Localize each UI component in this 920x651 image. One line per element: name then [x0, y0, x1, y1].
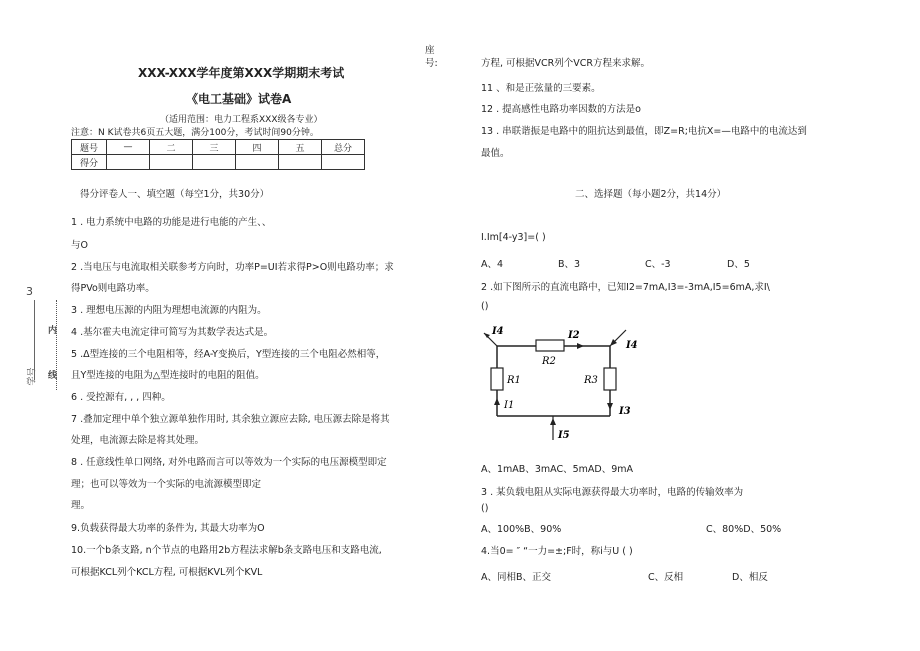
q10-line2: 可根据KCL列个KCL方程, 可根据KVL列个KVL	[71, 567, 263, 578]
table-cell: 五	[279, 140, 322, 155]
q8-line: 8 . 任意线性单口网络, 对外电路而言可以等效为一个实际的电压源模型即定	[71, 457, 387, 468]
margin-line-label: 线	[48, 371, 58, 381]
q3-line: 3 . 理想电压源的内阻为理想电流源的内阻为。	[71, 305, 267, 316]
table-cell: 得分	[72, 155, 107, 170]
table-cell: —	[107, 140, 150, 155]
mc-q3-paren: ()	[481, 503, 489, 514]
table-cell: 四	[236, 140, 279, 155]
margin-inner-label: 内	[48, 326, 58, 336]
label-r3: R3	[584, 375, 598, 386]
mc-q2-paren: ()	[481, 301, 489, 312]
q7-line: 7 .叠加定理中单个独立源单独作用时, 其余独立源应去除, 电压源去除是将其	[71, 414, 390, 425]
table-cell[interactable]	[322, 155, 365, 170]
label-i2: I2	[568, 330, 580, 341]
q5-line2: 且Y型连接的电阻为△型连接时的电阻的阻值。	[71, 370, 265, 381]
table-cell[interactable]	[236, 155, 279, 170]
label-i4: I4	[492, 326, 504, 337]
label-i5: I5	[558, 430, 570, 441]
mc-q1-option-c: C、-3	[645, 259, 671, 270]
mc-q3-option-ab: A、100%B、90%	[481, 524, 562, 535]
table-cell: 题号	[72, 140, 107, 155]
mc-q2-options: A、1mAB、3mAC、5mAD、9mA	[481, 464, 633, 475]
mc-q1-option-a: A、4	[481, 259, 504, 270]
mc-q3: 3 . 某负载电阻从实际电源获得最大功率时，电路的传输效率为	[481, 487, 744, 498]
circuit-diagram	[478, 318, 648, 444]
table-cell: 三	[193, 140, 236, 155]
q4-line: 4 .基尔霍夫电流定律可简写为其数学表达式是。	[71, 327, 274, 338]
q5-line: 5 .Δ型连接的三个电阻相等，经A-Y变换后，Y型连接的三个电阻必然相等，	[71, 349, 386, 360]
table-cell[interactable]	[150, 155, 193, 170]
margin-number: 3	[26, 285, 33, 298]
label-i4-right: I4	[626, 340, 638, 351]
q2-line2: 得PVo则电路功率。	[71, 283, 155, 294]
q11-line: 11 、和是正弦量的三要素。	[481, 83, 601, 94]
label-r1: R1	[507, 375, 521, 386]
mc-q4-option-c: C、反相	[648, 572, 684, 583]
q1-line2: 与O	[71, 240, 88, 251]
mc-q2: 2 .如下图所示的直流电路中，已知Ι2=7mA,Ι3=-3mA,Ι5=6mA,求Ι\	[481, 282, 770, 293]
arrowhead-i3	[607, 403, 613, 410]
q1-line: 1 . 电力系统中电路的功能是进行电能的产生、、	[71, 217, 272, 228]
table-cell: 总分	[322, 140, 365, 155]
section1-heading: 得分评卷人一、填空题（每空1分，共30分）	[80, 189, 270, 200]
q10-continuation: 方程, 可根据VCR列个VCR方程来求解。	[481, 58, 651, 69]
exam-scope: （适用范围：电力工程系XXX级各专业）	[160, 115, 323, 125]
arrowhead-i2	[577, 343, 584, 349]
mc-q1-option-d: D、5	[727, 259, 750, 270]
section2-heading: 二、选择题（每小题2分，共14分）	[575, 189, 727, 200]
table-cell[interactable]	[279, 155, 322, 170]
mc-q3-option-cd: C、80%D、50%	[706, 524, 782, 535]
table-cell[interactable]	[193, 155, 236, 170]
margin-line	[34, 300, 36, 380]
resistor-r3	[604, 368, 616, 390]
resistor-r1	[491, 368, 503, 390]
table-cell: 二	[150, 140, 193, 155]
q13-line: 13 . 串联谐振是电路中的阻抗达到最值，即Z=R;电抗X=—电路中的电流达到	[481, 126, 807, 137]
arrowhead	[550, 418, 556, 425]
table-cell[interactable]	[107, 155, 150, 170]
label-i3: I3	[619, 406, 631, 417]
q7-line2: 处理，电流源去除是将其处理。	[71, 435, 205, 446]
arrowhead-i1	[494, 398, 500, 405]
q8-line3: 理。	[71, 500, 91, 511]
q8-line2: 理；也可以等效为一个实际的电流源模型即定	[71, 479, 262, 490]
mc-q4: 4.当0= ″ “一力=±;F时，称i与U ( )	[481, 546, 633, 557]
mc-q4-option-d: D、相反	[732, 572, 768, 583]
mc-q4-option-ab: A、同相B、正交	[481, 572, 552, 583]
score-table-header-row	[72, 140, 365, 155]
score-table	[71, 139, 365, 170]
q13-line2: 最值。	[481, 148, 510, 159]
q12-line: 12 . 提高感性电路功率因数的方法是o	[481, 104, 641, 115]
binding-dotted-line	[56, 300, 57, 390]
q6-line: 6 . 受控源有, , , 四种。	[71, 392, 171, 403]
exam-notice: 注意：N K试卷共6页五大题，满分100分，考试时间90分钟。	[71, 128, 319, 138]
seat-label-2: 号:	[425, 58, 438, 69]
q2-line: 2 .当电压与电流取相关联参考方向时，功率P=UI若求得P>O则电路功率；求	[71, 262, 394, 273]
resistor-r2	[536, 340, 564, 351]
exam-subtitle: 《电工基础》试卷A	[186, 92, 292, 106]
seat-label: 座	[425, 45, 435, 56]
margin-student-id-label: 学号	[27, 367, 38, 386]
exam-title: XXX-XXX学年度第XXX学期期末考试	[138, 66, 345, 80]
score-table-score-row	[72, 155, 365, 170]
mc-q1: I.Im[4-y3]=( )	[481, 232, 546, 243]
mc-q1-option-b: B、3	[558, 259, 581, 270]
q9-line: 9.负载获得最大功率的条件为, 其最大功率为O	[71, 523, 265, 534]
q10-line: 10.一个b条支路, n个节点的电路用2b方程法求解b条支路电压和支路电流,	[71, 545, 382, 556]
label-i1: I1	[504, 400, 515, 411]
label-r2: R2	[542, 356, 556, 367]
arrowhead	[484, 333, 490, 338]
